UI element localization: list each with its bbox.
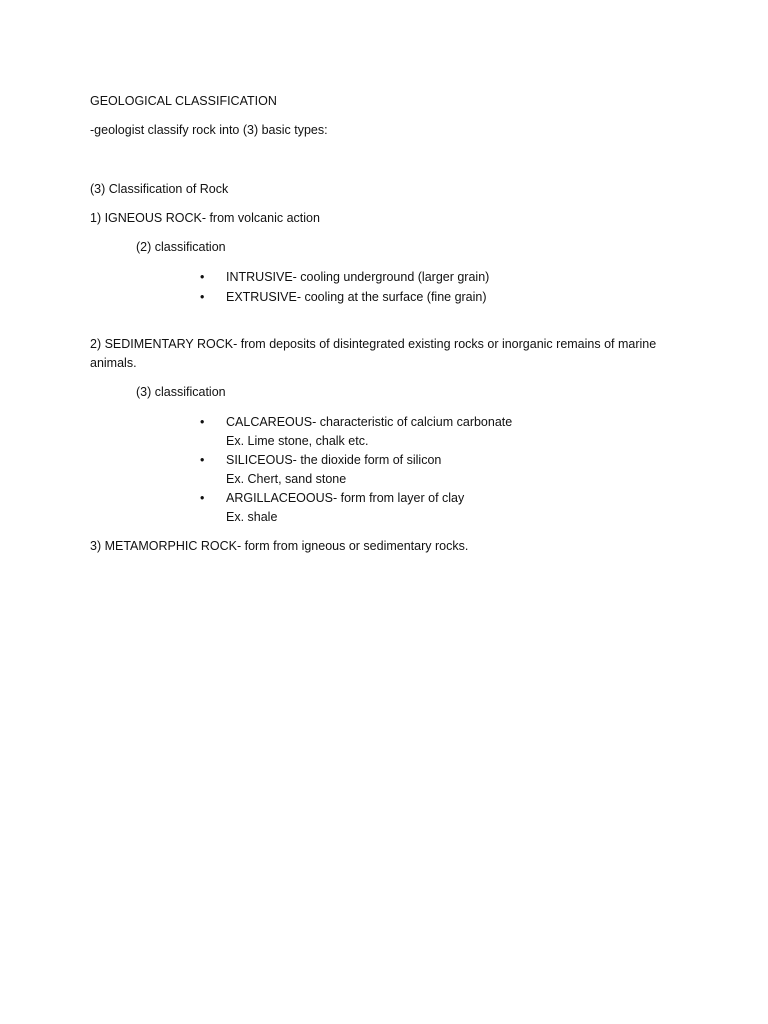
bullet-example: Ex. shale	[226, 510, 278, 524]
bullet-text: INTRUSIVE- cooling underground (larger grain)	[226, 270, 490, 284]
bullet-text: SILICEOUS- the dioxide form of silicon	[226, 453, 442, 467]
bullet-text: CALCAREOUS- characteristic of calcium carbonate	[226, 415, 513, 429]
document-heading: GEOLOGICAL CLASSIFICATION	[90, 94, 277, 108]
bullet-icon: •	[200, 453, 205, 467]
bullet-text: EXTRUSIVE- cooling at the surface (fine grain)	[226, 290, 487, 304]
bullet-icon: •	[200, 415, 205, 429]
bullet-text: ARGILLACEOOUS- form from layer of clay	[226, 491, 465, 505]
igneous-rock-title: 1) IGNEOUS ROCK- from volcanic action	[90, 211, 320, 225]
intro-text: -geologist classify rock into (3) basic types:	[90, 123, 328, 137]
sedimentary-sub-heading: (3) classification	[136, 385, 226, 399]
bullet-icon: •	[200, 290, 205, 304]
bullet-icon: •	[200, 270, 205, 284]
classification-title: (3) Classification of Rock	[90, 182, 229, 196]
bullet-example: Ex. Lime stone, chalk etc.	[226, 434, 369, 448]
bullet-example: Ex. Chert, sand stone	[226, 472, 347, 486]
bullet-icon: •	[200, 491, 205, 505]
sedimentary-rock-title: 2) SEDIMENTARY ROCK- from deposits of disintegrated existing rocks or inorganic remains of marine animals.	[90, 337, 657, 370]
igneous-sub-heading: (2) classification	[136, 240, 226, 254]
metamorphic-rock-title: 3) METAMORPHIC ROCK- form from igneous or sedimentary rocks.	[90, 539, 469, 553]
